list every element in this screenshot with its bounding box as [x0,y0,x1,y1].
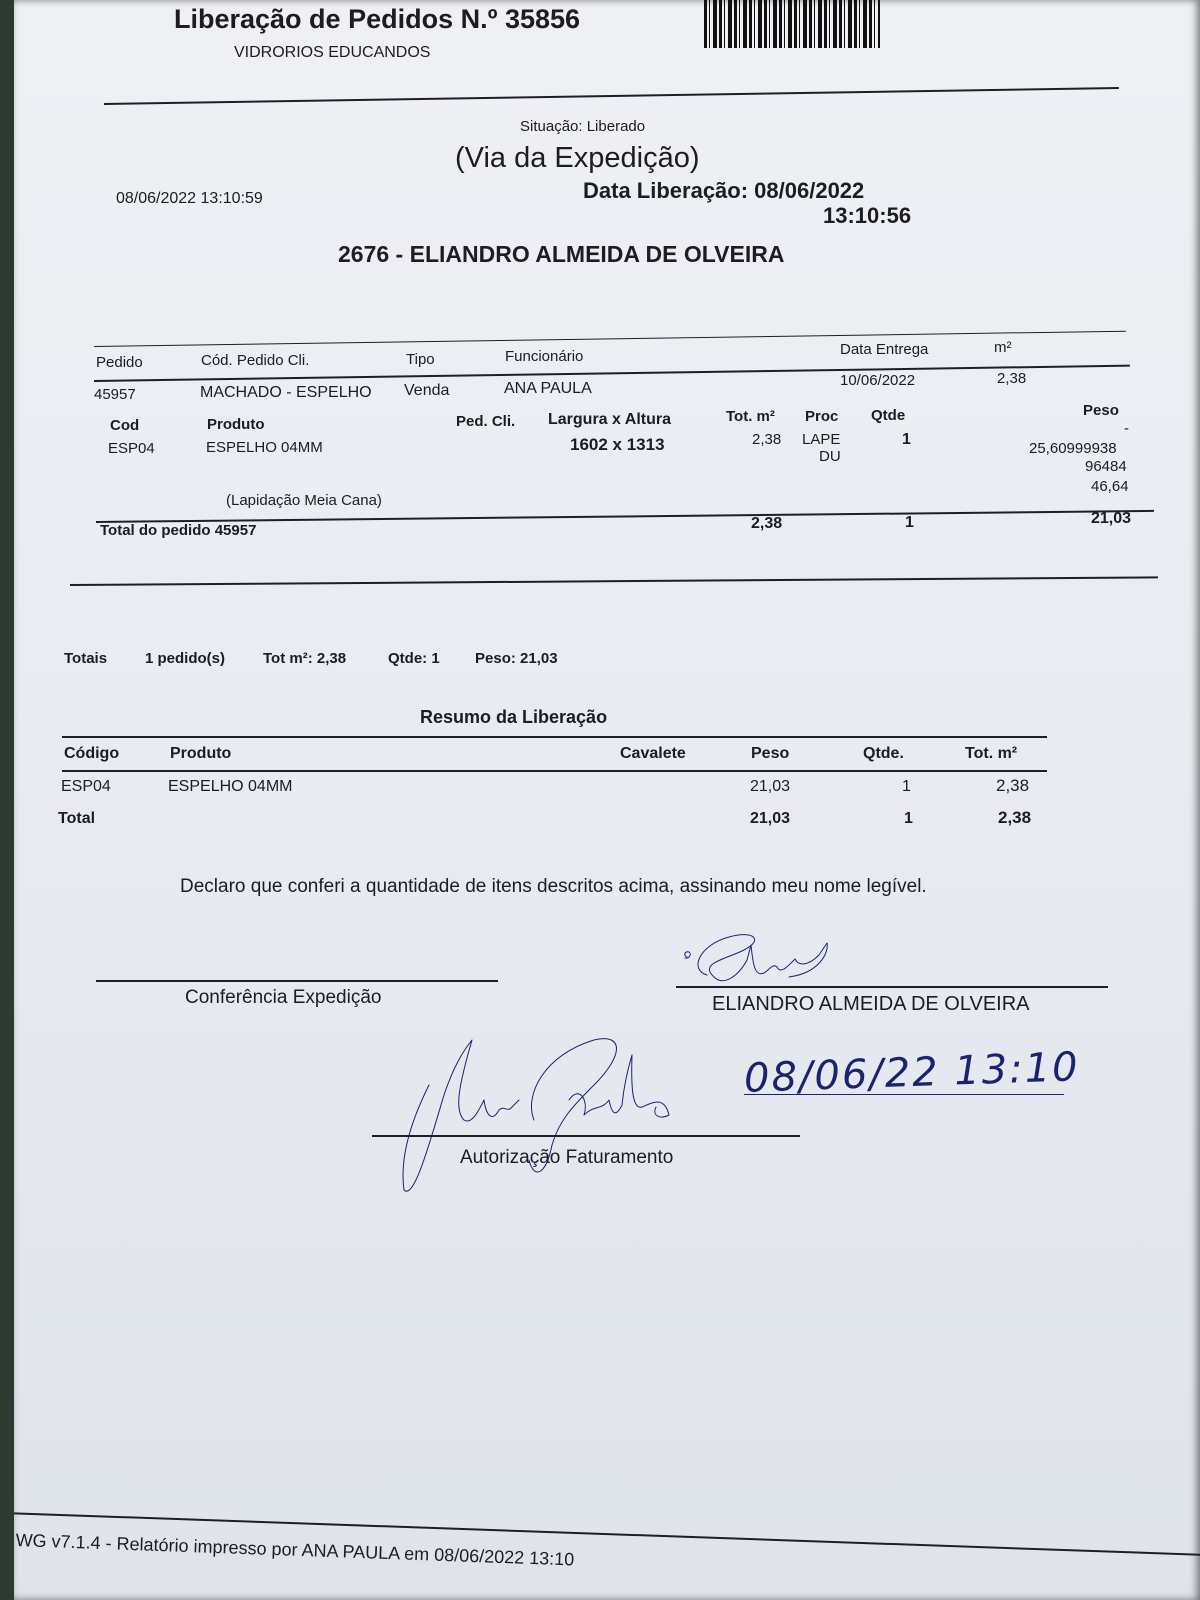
order-total-qtde: 1 [905,514,914,531]
summary-row-tot-m2: 2,38 [996,776,1030,795]
barcode [704,0,880,48]
totals-label: Totais [64,650,108,667]
summary-col-peso: Peso [751,745,790,762]
customer-signature-name: ELIANDRO ALMEIDA DE OLVEIRA [712,993,1030,1015]
via-label: (Via da Expedição) [455,142,700,174]
order-total-label: Total do pedido 45957 [100,522,257,539]
status-label: Situação: Liberado [520,118,646,135]
divider [70,576,1158,586]
summary-col-codigo: Código [64,745,120,762]
col-pedido: Pedido [96,354,143,371]
autorizacao-label: Autorização Faturamento [460,1147,674,1168]
conferencia-label: Conferência Expedição [185,987,382,1008]
summary-title: Resumo da Liberação [420,707,608,727]
summary-col-produto: Produto [170,745,232,762]
item-proc-line2: DU [819,448,841,465]
summary-row-peso: 21,03 [750,778,791,795]
divider [104,87,1119,105]
summary-total-tot-m2: 2,38 [998,808,1032,827]
item-proc-line1: LAPE [802,431,841,448]
col-tipo: Tipo [406,351,435,368]
divider [62,770,1047,772]
col-cod-pedido-cli: Cód. Pedido Cli. [201,352,310,369]
col-produto: Produto [207,416,265,433]
col-m2: m² [994,339,1012,356]
totals-pedidos: 1 pedido(s) [145,650,226,667]
order-total-m2: 2,38 [751,515,783,532]
summary-total-label: Total [58,810,96,827]
col-funcionario: Funcionário [505,348,584,365]
authorization-signature [384,1025,684,1205]
summary-col-cavalete: Cavalete [620,745,686,762]
divider [94,331,1126,347]
company-name: VIDRORIOS EDUCANDOS [234,44,431,61]
col-proc: Proc [805,408,839,425]
employee: ANA PAULA [504,380,592,397]
report-title: Liberação de Pedidos N.º 35856 [174,4,581,34]
handwritten-date: 08/06/22 13:10 [743,1044,1081,1102]
item-product: ESPELHO 04MM [206,439,323,456]
signature-line [372,1135,800,1137]
summary-total-qtde: 1 [904,810,913,827]
date-underline [744,1094,1064,1095]
col-peso: Peso [1083,402,1119,419]
totals-m2: Tot m²: 2,38 [263,650,347,667]
col-cod: Cod [110,417,140,434]
item-peso-line3: 46,64 [1091,478,1129,495]
order-m2: 2,38 [997,370,1027,387]
divider [62,736,1047,738]
document-page [14,0,1200,1600]
summary-row-codigo: ESP04 [61,778,111,795]
order-type: Venda [404,382,450,399]
item-peso-line2: 96484 [1085,458,1127,475]
delivery-date: 10/06/2022 [840,372,916,389]
summary-col-qtde: Qtde. [863,745,904,762]
item-qtde: 1 [902,431,911,448]
col-ped-cli: Ped. Cli. [456,413,516,430]
footer-text: WG v7.1.4 - Relatório impresso por ANA PAULA em 08/06/2022 13:10 [15,1530,575,1570]
item-dimensions: 1602 x 1313 [570,435,665,454]
release-time: 13:10:56 [823,203,912,228]
summary-total-peso: 21,03 [750,810,791,827]
release-date: Data Liberação: 08/06/2022 [583,178,865,203]
totals-qtde: Qtde: 1 [388,650,440,667]
printed-timestamp: 08/06/2022 13:10:59 [116,190,263,207]
col-tot-m2: Tot. m² [726,408,775,425]
customer-name: 2676 - ELIANDRO ALMEIDA DE OLVEIRA [338,241,785,267]
item-tot-m2: 2,38 [752,431,782,448]
summary-row-produto: ESPELHO 04MM [168,778,293,795]
order-number: 45957 [94,386,136,403]
totals-peso: Peso: 21,03 [475,650,558,667]
customer-signature [669,915,849,1000]
col-data-entrega: Data Entrega [840,341,929,358]
item-peso-line1: 25,60999938 [1029,440,1117,457]
col-largura-altura: Largura x Altura [548,411,671,428]
item-peso-dash: - [1124,420,1129,437]
item-note: (Lapidação Meia Cana) [226,492,382,509]
item-code: ESP04 [108,440,155,457]
client-order-code: MACHADO - ESPELHO [200,384,372,401]
summary-col-tot-m2: Tot. m² [965,745,1018,762]
signature-line [96,980,498,982]
col-qtde: Qtde [871,407,906,424]
order-total-peso: 21,03 [1091,510,1132,527]
summary-row-qtde: 1 [902,778,911,795]
declaration-text: Declaro que conferi a quantidade de itens descritos acima, assinando meu nome legível. [180,876,927,897]
